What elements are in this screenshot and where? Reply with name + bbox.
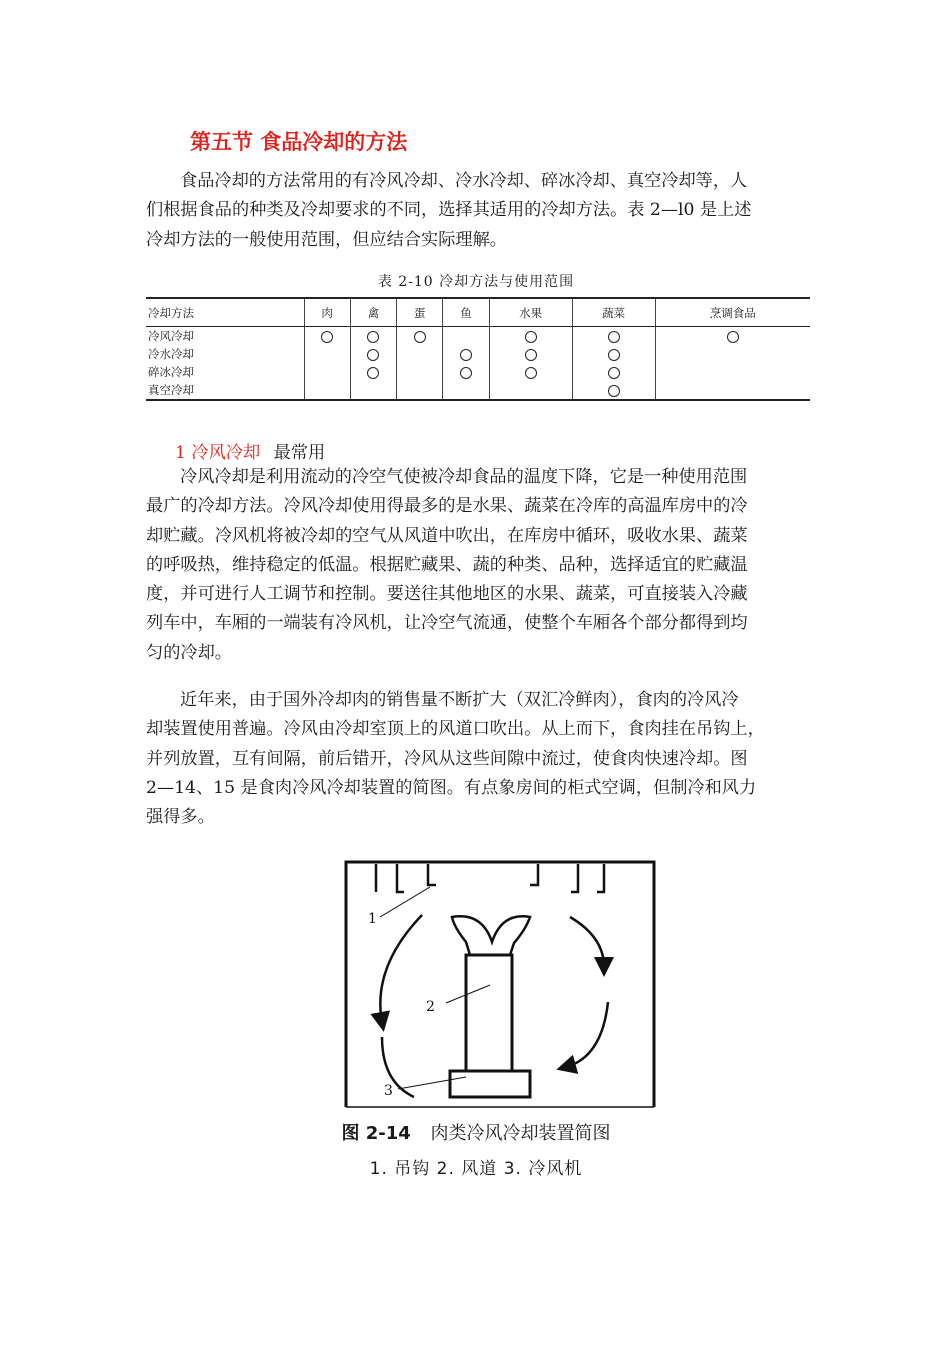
applicable-mark: [367, 349, 379, 361]
usage-cell: [572, 381, 655, 400]
usage-cell: [443, 345, 489, 363]
applicable-mark: [525, 331, 537, 343]
applicable-mark: [525, 349, 537, 361]
airflow-arrow-left: [380, 915, 422, 1022]
applicable-mark: [367, 367, 379, 379]
section-title: 第五节 食品冷却的方法: [190, 130, 408, 154]
applicable-mark: [367, 331, 379, 343]
header-cell: 肉: [304, 298, 350, 327]
header-cell: 烹调食品: [655, 298, 810, 327]
method-cell: 冷风冷却: [148, 329, 194, 343]
table-header-row: [146, 298, 810, 327]
method-usage-table: [146, 297, 810, 401]
table-row: [146, 363, 810, 381]
header-cell: 冷却方法: [146, 298, 304, 327]
subsection-title: 1 冷风冷却: [175, 443, 261, 463]
usage-cell: [397, 363, 443, 381]
text-line: 近年来，由于国外冷却肉的销售量不断扩大（双汇冷鲜肉），食肉的冷风冷: [180, 690, 739, 710]
airflow-arrow-right: [570, 917, 604, 967]
figure-legend: 1. 吊钩 2. 风道 3. 冷风机: [369, 1159, 583, 1179]
text-line: 最广的冷却方法。冷风冷却使用得最多的是水果、蔬菜在冷库的高温库房中的冷: [146, 496, 748, 517]
usage-cell: [655, 363, 810, 381]
usage-cell: [655, 345, 810, 363]
usage-cell: [304, 363, 350, 381]
table-row: [146, 345, 810, 363]
text-line: 冷却方法的一般使用范围，但应结合实际理解。: [146, 229, 507, 250]
usage-cell: [572, 363, 655, 381]
text-line: 冷风冷却是利用流动的冷空气使被冷却食品的温度下降，它是一种使用范围: [180, 467, 748, 487]
applicable-mark: [414, 331, 426, 343]
text-line: 的呼吸热，维持稳定的低温。根据贮藏果、蔬的种类、品种，选择适宜的贮藏温: [146, 554, 748, 575]
header-cell: 水果: [489, 298, 572, 327]
table-row: [146, 327, 810, 346]
usage-cell: [397, 345, 443, 363]
hooks: [376, 864, 604, 892]
usage-cell: [304, 381, 350, 400]
intro-paragraph: [146, 167, 810, 255]
method-cell: 碎冰冷却: [148, 365, 194, 379]
applicable-mark: [608, 349, 620, 361]
applicable-mark: [460, 349, 472, 361]
usage-cell: [350, 345, 396, 363]
text-line: 并列放置，互有间隔，前后错开，冷风从这些间隙中流过，使食肉快速冷却。图: [146, 748, 748, 769]
callout-line-1: [380, 887, 430, 917]
method-cell: 冷水冷却: [148, 347, 194, 361]
callout-label-2: 2: [426, 999, 435, 1015]
usage-cell: [489, 327, 572, 346]
air-duct: [466, 955, 512, 1071]
text-line: 强得多。: [146, 807, 215, 828]
usage-cell: [655, 327, 810, 346]
applicable-mark: [727, 331, 739, 343]
duct-outlet: [452, 916, 530, 955]
airflow-arrow-right-lower: [566, 1002, 608, 1067]
callout-label-3: 3: [384, 1083, 393, 1099]
usage-cell: [350, 363, 396, 381]
usage-cell: [350, 327, 396, 346]
text-line: 却装置使用普遍。冷风由冷却室顶上的风道口吹出。从上而下，食肉挂在吊钩上，: [146, 719, 765, 740]
text-line: 度，并可进行人工调节和控制。要送往其他地区的水果、蔬菜，可直接装入冷藏: [146, 584, 748, 605]
applicable-mark: [460, 367, 472, 379]
subsection-heading: [175, 438, 325, 463]
table-row: [146, 381, 810, 400]
text-line: 列车中，车厢的一端装有冷风机，让冷空气流通，使整个车厢各个部分都得到均: [146, 613, 748, 634]
text-line: 食品冷却的方法常用的有冷风冷却、冷水冷却、碎冰冷却、真空冷却等，人: [180, 171, 748, 191]
usage-cell: [655, 381, 810, 400]
figure-caption: [0, 1119, 952, 1145]
usage-cell: [304, 345, 350, 363]
paragraph-meat-cooling: [146, 686, 810, 832]
applicable-mark: [608, 367, 620, 379]
table-caption: 表 2-10 冷却方法与使用范围: [377, 274, 575, 290]
usage-cell: [489, 363, 572, 381]
usage-cell: [572, 345, 655, 363]
usage-cell: [572, 327, 655, 346]
text-line: 2—14、15 是食肉冷风冷却装置的简图。有点象房间的柜式空调，但制冷和风力: [146, 777, 757, 798]
header-cell: 鱼: [443, 298, 489, 327]
text-line: 们根据食品的种类及冷却要求的不同，选择其适用的冷却方法。表 2—l0 是上述: [146, 200, 752, 221]
callout-label-1: 1: [368, 911, 377, 927]
usage-cell: [443, 363, 489, 381]
applicable-mark: [321, 331, 333, 343]
header-cell: 禽: [350, 298, 396, 327]
usage-cell: [350, 381, 396, 400]
header-cell: 蛋: [397, 298, 443, 327]
paragraph-cold-air: [146, 463, 810, 668]
text-line: 却贮藏。冷风机将被冷却的空气从风道中吹出，在库房中循环，吸收水果、蔬菜: [146, 525, 748, 546]
applicable-mark: [525, 367, 537, 379]
header-cell: 蔬菜: [572, 298, 655, 327]
method-cell: 真空冷却: [146, 381, 304, 400]
figure-title: 肉类冷风冷却装置简图: [430, 1123, 611, 1144]
figure-number: 图 2-14: [341, 1123, 411, 1144]
usage-cell: [489, 381, 572, 400]
text-line: 匀的冷却。: [146, 642, 232, 663]
usage-cell: [304, 327, 350, 346]
air-cooler-unit: [450, 1071, 530, 1097]
usage-cell: [489, 345, 572, 363]
usage-cell: [443, 381, 489, 400]
usage-cell: [397, 381, 443, 400]
table-body: [146, 327, 810, 401]
subsection-note: 最常用: [273, 443, 326, 463]
usage-cell: [443, 327, 489, 346]
applicable-mark: [608, 331, 620, 343]
usage-cell: [397, 327, 443, 346]
applicable-mark: [608, 385, 620, 397]
cooling-device-diagram: [342, 857, 658, 1115]
